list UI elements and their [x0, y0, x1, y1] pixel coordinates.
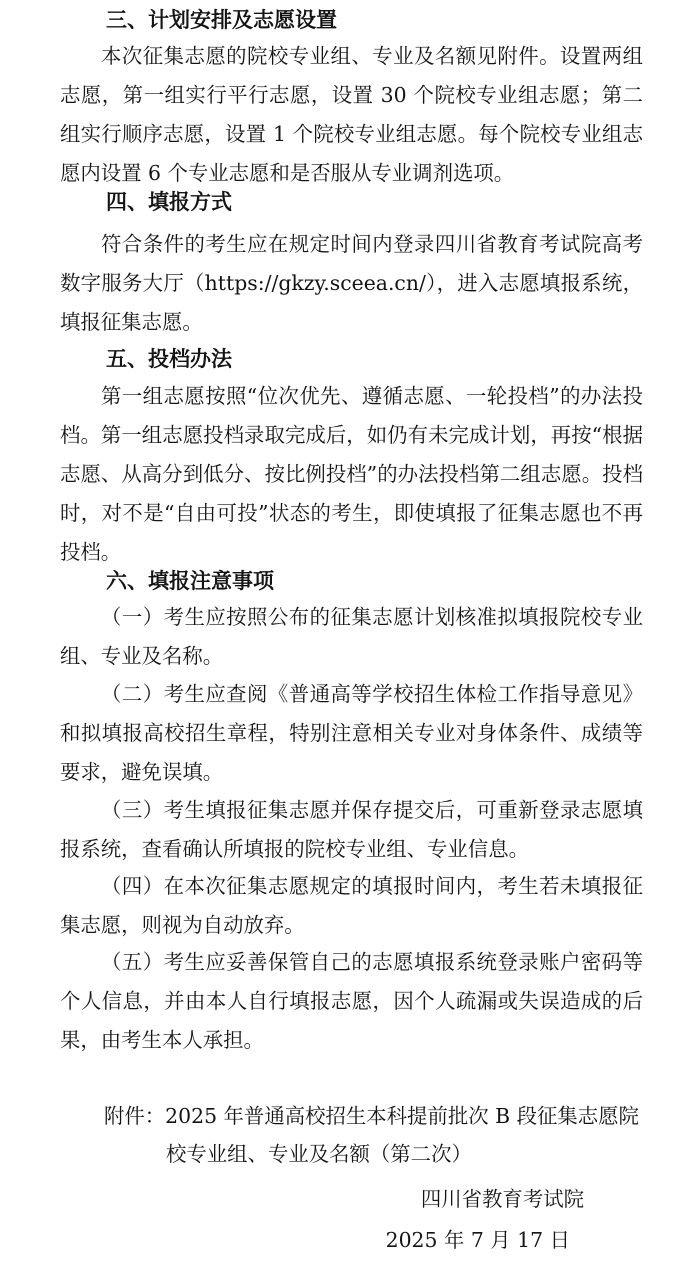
notice-item-3: （三）考生填报征集志愿并保存提交后，可重新登录志愿填报系统，查看确认所填报的院校专业组、专业信息。 — [60, 798, 643, 861]
notice-item-4: （四）在本次征集志愿规定的填报时间内，考生若未填报征集志愿，则视为自动放弃。 — [60, 874, 643, 937]
notice-item-1: （一）考生应按照公布的征集志愿计划核准拟填报院校专业组、专业及名称。 — [60, 605, 643, 668]
section-5-paragraph: 第一组志愿按照“位次优先、遵循志愿、一轮投档”的办法投档。第一组志愿投档录取完成后，如仍有未完成计划，再按“根据志愿、从高分到低分、按比例投档”的办法投档第二组志愿。投档时，对不是“自由可投”状态的考生，即使填报了征集志愿也不再投档。 — [60, 384, 643, 564]
section-3-heading: 三、计划安排及志愿设置 — [106, 8, 337, 32]
notice-item-5: （五）考生应妥善保管自己的志愿填报系统登录账户密码等个人信息，并由本人自行填报志愿，因个人疏漏或失误造成的后果，由考生本人承担。 — [60, 950, 643, 1052]
attachment-label: 附件：2025 年普通高校招生本科提前批次 B 段征集志愿院 — [104, 1104, 639, 1128]
issue-date: 2025 年 7 月 17 日 — [385, 1228, 570, 1252]
section-5-heading: 五、投档办法 — [106, 347, 232, 371]
section-3-paragraph: 本次征集志愿的院校专业组、专业及名额见附件。设置两组志愿，第一组实行平行志愿，设置 30 个院校专业组志愿；第二组实行顺序志愿，设置 1 个院校专业组志愿。每个院校专业组志愿内设置 6 个专业志愿和是否服从专业调剂选项。 — [60, 44, 643, 185]
notice-item-2: （二）考生应查阅《普通高等学校招生体检工作指导意见》和拟填报高校招生章程，特别注意相关专业对身体条件、成绩等要求，避免误填。 — [60, 682, 643, 784]
issuer-name: 四川省教育考试院 — [420, 1187, 584, 1211]
section-4-paragraph: 符合条件的考生应在规定时间内登录四川省教育考试院高考数字服务大厅（https://gkzy.sceea.cn/），进入志愿填报系统，填报征集志愿。 — [60, 232, 643, 334]
section-4-heading: 四、填报方式 — [106, 190, 232, 214]
attachment-title-continuation: 校专业组、专业及名额（第二次） — [166, 1142, 472, 1166]
section-6-heading: 六、填报注意事项 — [106, 569, 274, 593]
